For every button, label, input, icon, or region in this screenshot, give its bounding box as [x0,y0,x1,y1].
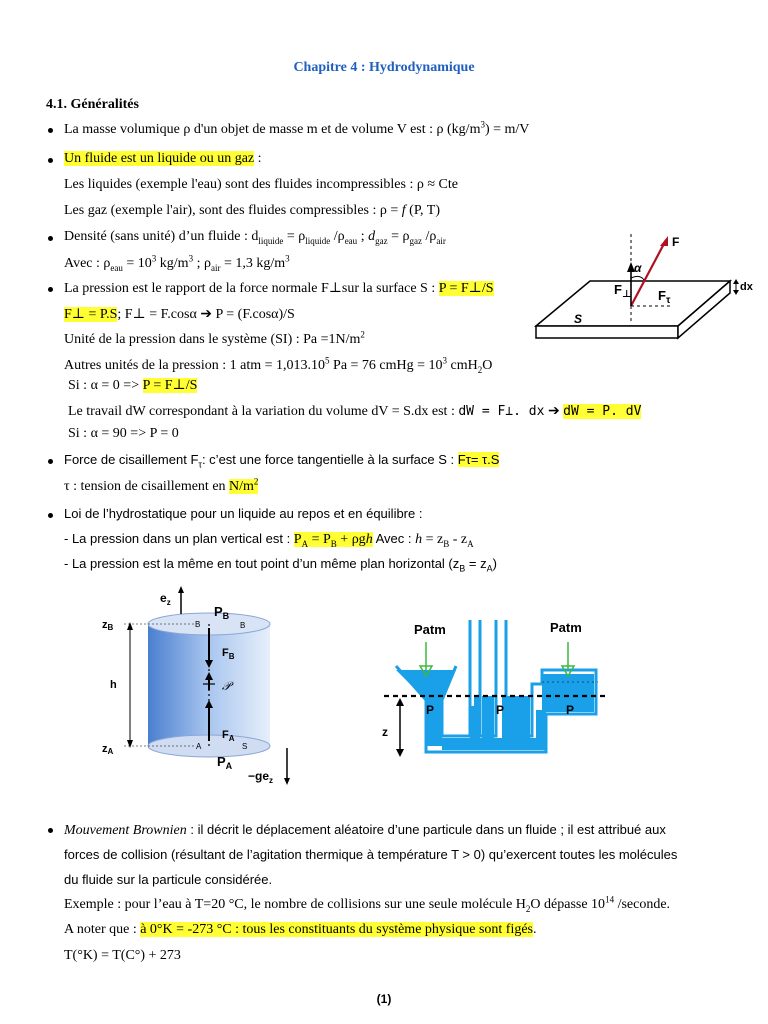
line-plan-vertical: - La pression dans un plan vertical est : $P_A = P_B + \rho gh$ Avec : $h = z_B - z_A$ [64,531,474,549]
pressure-plate-figure [530,226,760,344]
fig2-A-label: A [196,742,202,751]
page-number: (1) [376,992,392,1006]
line-unite-si: Unité de la pression dans le système (SI) : $Pa =1N/m^2$ [64,329,365,347]
bullet [48,158,53,163]
fig1-dx-label: dx [740,281,753,293]
line-fluide: Un fluide est un liquide ou un gaz : [64,151,262,166]
fig2-PB-label: $P_B$ [214,604,230,621]
fig3-P2-label: P [496,703,505,717]
fig2-gez-label: $-ge_z$ [248,769,274,785]
line-particule: du fluide sur la particule considérée. [64,872,273,887]
bullet [48,128,53,133]
fig3-P3-label: P [566,703,575,717]
line-masse-volumique: La masse volumique ρ d'un objet de masse m et de volume V est : ρ $(kg/m^3) = m/V$ [64,119,530,137]
line-noter: A noter que : à 0°K = -273 °C : tous les constituants du système physique sont figés. [64,922,537,937]
fig2-PA-label: $P_A$ [217,754,233,771]
line-plan-horizontal: - La pression est la même en tout point d’un même plan horizontal $(z_B = z_A)$ [64,556,497,574]
bullet [48,287,53,292]
fig3-patm2-label: Patm [550,620,582,635]
cylinder-figure [96,586,306,786]
fig3-patm1-label: Patm [414,622,446,637]
fig2-B2-label: B [240,621,246,630]
bullet [48,828,53,833]
fig3-P1-label: P [426,703,435,717]
fig2-S-label: S [242,742,248,751]
bullet [48,459,53,464]
line-pression: La pression est le rapport de la force normale F⊥sur la surface S : P = F⊥/S [64,281,494,296]
line-avec: Avec : $\rho_{eau} = 10^3$ $kg/m^3$ ; $\rho_{air} = 1,3$ $kg/m^3$ [64,253,290,273]
fig1-F-label: F [672,235,680,249]
line-exemple: Exemple : pour l’eau à T=20 °C, le nombre de collisions sur une seule molécule $H_2O$ dépasse $10^{14}$ /seconde. [64,894,671,914]
line-alpha-90: Si : α = 90 => P = 0 [68,426,179,441]
communicating-vessels-figure [376,614,608,774]
page-title: Chapitre 4 : Hydrodynamique [293,60,475,75]
line-temperature: T(°K) = T(C°) + 273 [64,948,181,963]
line-brownien: Mouvement Brownien : il décrit le déplacement aléatoire d’une particule dans un fluide ; il est attribué aux [64,822,666,838]
line-alpha-zero: Si : α = 0 => P = F⊥/S [68,378,198,393]
fig2-zB-label: zB [102,619,114,632]
line-tension: τ : tension de cisaillement en $N/m^2$ [64,476,259,494]
line-force-normale: F⊥ = P.S; F⊥ = F.cosα ➔ P = (F.cosα)/S [64,307,295,322]
fig1-Ft-label: $F_\tau$ [658,288,671,306]
fig2-zA-label: zA [102,743,114,756]
fig2-P-label: 𝒫 [222,679,231,693]
line-densite: Densité (sans unité) d’un fluide : $d_{liquide} = \rho_{liquide}$ $/\rho_{eau}$ ; $d_{gaz} = \rho_{gaz}$ $/\rho_{air}$ [64,229,446,246]
line-autres-unites: Autres unités de la pression : 1 atm = $1,013.10^5$ Pa = 76 cmHg = $10^3$ cmH$_2$O [64,355,493,375]
fig2-ez-label: $e_z$ [160,591,171,607]
line-loi-hydrostatique: Loi de l’hydrostatique pour un liquide au repos et en équilibre : [64,506,423,521]
line-liquides: Les liquides (exemple l'eau) sont des fluides incompressibles : ρ ≈ Cte [64,177,458,192]
bullet [48,513,53,518]
line-gaz: Les gaz (exemple l'air), sont des fluides compressibles : ρ = f (P, T) [64,203,441,218]
line-travail: Le travail dW correspondant à la variation du volume dV = S.dx est : dW = F⊥. dx ➔ dW = P. dV [68,404,642,419]
fig1-S-label: S [574,312,583,326]
fig1-alpha-label: α [634,261,642,275]
line-collision: forces de collision (résultant de l’agitation thermique à température T > 0) qu’exercent toutes les molécules [64,847,678,862]
fig3-z-label: z [382,725,388,739]
bullet [48,236,53,241]
fig2-B-label: B [195,620,201,629]
section-heading: 4.1. Généralités [46,97,139,112]
fig2-FA-label: $F_A$ [222,729,235,743]
fig2-FB-label: $F_B$ [222,647,235,661]
line-cisaillement: Force de cisaillement $F_\tau$: c’est une force tangentielle à la surface S : Fτ= τ.S [64,452,500,470]
fig1-Fperp-label: $F_\perp$ [614,282,632,300]
fig2-h-label: h [110,679,117,691]
